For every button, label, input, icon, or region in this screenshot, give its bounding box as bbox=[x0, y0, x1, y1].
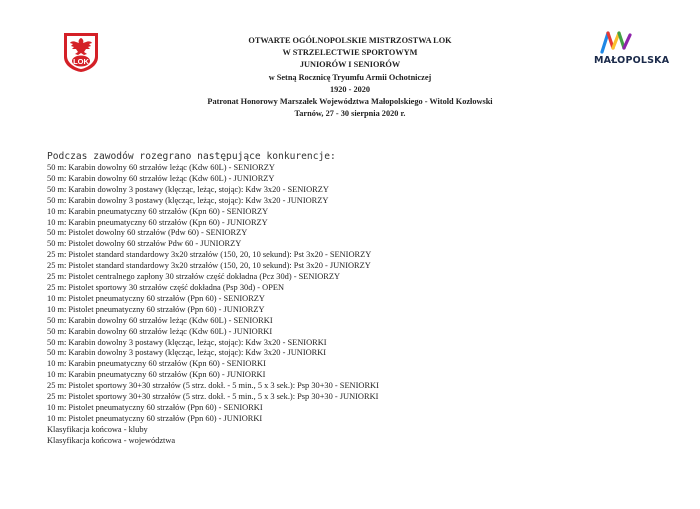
lok-eagle-shield-icon bbox=[62, 31, 100, 73]
malopolska-m-logo-icon bbox=[600, 30, 634, 54]
malopolska-logo-text: MAŁOPOLSKA bbox=[594, 55, 670, 66]
header-line: OTWARTE OGÓLNOPOLSKIE MISTRZOSTWA LOK bbox=[248, 36, 452, 45]
competition-list bbox=[47, 163, 667, 447]
list-item: 50 m: Pistolet dowolny 60 strzałów (Pdw 60) - SENIORZY bbox=[47, 228, 248, 238]
list-item: 10 m: Pistolet pneumatyczny 60 strzałów (Ppn 60) - SENIORKI bbox=[47, 402, 263, 412]
list-item: 25 m: Pistolet standard standardowy 3x20 strzałów (150, 20, 10 sekund): Pst 3x20 - JUNIORZY bbox=[47, 261, 371, 271]
list-item: 50 m: Karabin dowolny 60 strzałów leżąc (Kdw 60L) - SENIORZY bbox=[47, 163, 275, 172]
list-item: 50 m: Karabin dowolny 3 postawy (klęcząc, leżąc, stojąc): Kdw 3x20 - JUNIORZY bbox=[47, 195, 329, 205]
header-line: JUNIORÓW I SENIORÓW bbox=[299, 60, 401, 70]
list-item: 25 m: Pistolet sportowy 30+30 strzałów (5 strz. dokł. - 5 min., 5 x 3 sek.): Psp 30+30 - JUNIORKI bbox=[47, 392, 379, 402]
header-line: w Setną Rocznicę Tryumfu Armii Ochotniczej bbox=[268, 72, 432, 82]
list-item: 50 m: Karabin dowolny 3 postawy (klęcząc, leżąc, stojąc): Kdw 3x20 - SENIORZY bbox=[47, 184, 329, 194]
malopolska-logo bbox=[592, 30, 670, 70]
header-line: Tarnów, 27 - 30 sierpnia 2020 r. bbox=[294, 109, 406, 119]
list-item: 10 m: Karabin pneumatyczny 60 strzałów (Kpn 60) - JUNIORKI bbox=[47, 370, 266, 380]
header-line: 1920 - 2020 bbox=[329, 84, 371, 94]
list-item: 10 m: Karabin pneumatyczny 60 strzałów (Kpn 60) - SENIORZY bbox=[47, 206, 269, 216]
list-item: 50 m: Karabin dowolny 60 strzałów leżąc (Kdw 60L) - JUNIORKI bbox=[47, 326, 273, 336]
header-line: W STRZELECTWIE SPORTOWYM bbox=[282, 48, 418, 58]
list-item: 25 m: Pistolet sportowy 30 strzałów część dokładna (Psp 30d) - OPEN bbox=[47, 282, 285, 292]
intro-text: Podczas zawodów rozegrano następujące konkurencje: bbox=[47, 151, 336, 162]
list-item: 25 m: Pistolet standard standardowy 3x20 strzałów (150, 20, 10 sekund): Pst 3x20 - SENIORZY bbox=[47, 250, 372, 260]
list-item: Klasyfikacja końcowa - kluby bbox=[47, 424, 148, 434]
list-item: 50 m: Pistolet dowolny 60 strzałów Pdw 60 - JUNIORZY bbox=[47, 239, 242, 249]
list-item: 50 m: Karabin dowolny 60 strzałów leżąc (Kdw 60L) - SENIORKI bbox=[47, 315, 273, 325]
lok-logo bbox=[62, 31, 100, 73]
list-item: 10 m: Pistolet pneumatyczny 60 strzałów (Ppn 60) - JUNIORKI bbox=[47, 413, 263, 423]
list-item: 50 m: Karabin dowolny 3 postawy (klęcząc, leżąc, stojąc): Kdw 3x20 - JUNIORKI bbox=[47, 348, 327, 358]
list-item: Klasyfikacja końcowa - województwa bbox=[47, 435, 176, 445]
list-item: 10 m: Pistolet pneumatyczny 60 strzałów (Ppn 60) - SENIORZY bbox=[47, 293, 265, 303]
list-item: 10 m: Pistolet pneumatyczny 60 strzałów (Ppn 60) - JUNIORZY bbox=[47, 304, 265, 314]
document-header bbox=[160, 35, 540, 120]
list-item: 25 m: Pistolet centralnego zapłony 30 strzałów część dokładna (Pcz 30d) - SENIORZY bbox=[47, 272, 341, 282]
competition-list-section bbox=[47, 151, 667, 447]
list-item: 25 m: Pistolet sportowy 30+30 strzałów (5 strz. dokł. - 5 min., 5 x 3 sek.): Psp 30+30 - SENIORKI bbox=[47, 381, 379, 391]
list-item: 10 m: Karabin pneumatyczny 60 strzałów (Kpn 60) - SENIORKI bbox=[47, 359, 266, 369]
header-line: Patronat Honorowy Marszałek Województwa Małopolskiego - Witold Kozłowski bbox=[207, 97, 493, 107]
list-item: 50 m: Karabin dowolny 3 postawy (klęcząc, leżąc, stojąc): Kdw 3x20 - SENIORKI bbox=[47, 337, 327, 347]
list-item: 50 m: Karabin dowolny 60 strzałów leżąc (Kdw 60L) - JUNIORZY bbox=[47, 173, 275, 183]
list-item: 10 m: Karabin pneumatyczny 60 strzałów (Kpn 60) - JUNIORZY bbox=[47, 217, 268, 227]
svg-text:LOK: LOK bbox=[73, 57, 89, 66]
